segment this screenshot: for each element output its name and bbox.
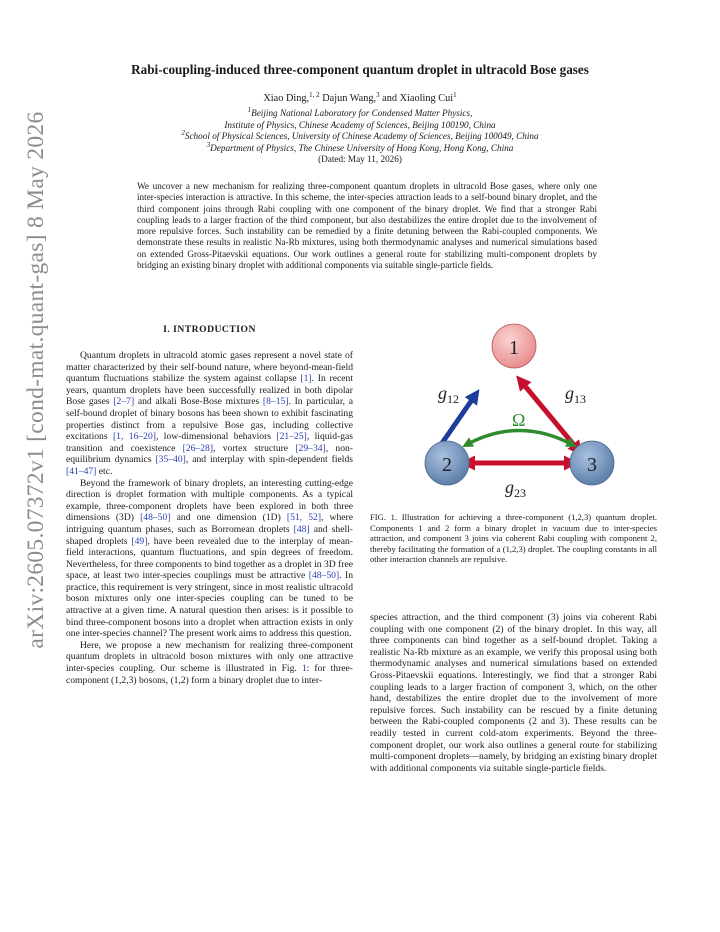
body-text: , non-equilibrium dynamics (66, 442, 353, 466)
affil-number: 2 (181, 129, 185, 137)
paper-title: Rabi-coupling-induced three-component quantum droplet in ultracold Bose gases (131, 62, 589, 77)
body-text: Here, we propose a new mechanism for realizing three-component quantum droplets in ultracold boson mixtures with only one attractive inter-species coupling. Our scheme is illustrated in Fig. (66, 639, 353, 675)
affiliations (0, 108, 720, 166)
arxiv-identifier: arXiv:2605.07372v1 [cond-mat.quant-gas] 8 May 2026 (23, 111, 49, 649)
citation-link[interactable]: [48–50] (140, 512, 171, 524)
affil-number: 3 (206, 140, 211, 149)
citation-link[interactable]: [1] (300, 373, 312, 385)
figure-link[interactable]: 1 (301, 663, 307, 675)
affil-text: Beijing National Laboratory for Condensed Matter Physics, (251, 108, 473, 118)
body-text: . In particular, a self-bound droplet of binary bosons has been shown to exhibit fascinating properties distinct from a repulsive Bose gas, including collective excitations (66, 396, 353, 443)
affiliation-3 (0, 140, 720, 155)
figure-1-diagram (408, 318, 628, 510)
three-component-diagram (408, 318, 628, 510)
author-affil-marker: 1, 2 (309, 91, 320, 99)
body-text: and shell-shaped droplets (66, 523, 354, 547)
body-text: . In recent years, quantum droplets have been successfully realized in both dipolar Bose gases (66, 373, 353, 408)
affiliation-1-cont: Institute of Physics, Chinese Academy of Sciences, Beijing 100190, China (224, 119, 496, 130)
affiliation-1 (0, 108, 720, 120)
citation-link[interactable]: [35–40] (155, 454, 186, 466)
citation-link[interactable]: [1, 16–20] (112, 431, 156, 443)
body-text: , vortex structure (213, 442, 296, 454)
body-text: . In practice, this requirement is very stringent, since in most realistic ultracold boson mixtures only one inter-species coupling can be tuned to be attractive at a given time. A natural question then arises: is it possible to bind three-component bosons into a droplet when attraction exists in only one inter-species channel? The present work aims to address this question. (66, 570, 353, 640)
citation-link[interactable]: [48–50] (308, 570, 340, 582)
intro-paragraph-2 (66, 478, 353, 640)
rabi-coupling-arrow (466, 431, 573, 446)
body-text: , low-dimensional behaviors (155, 431, 277, 443)
citation-link[interactable]: [29–34] (295, 442, 326, 454)
right-column (370, 612, 657, 774)
author-affil-marker: 1 (453, 91, 457, 99)
citation-link[interactable]: [51, 52] (286, 512, 322, 524)
node-2-label: 2 (442, 454, 452, 476)
citation-link[interactable]: [49] (131, 535, 148, 547)
intro-paragraph-1 (66, 350, 353, 478)
body-text: , and interplay with spin-dependent fields (185, 454, 353, 466)
affil-number: 1 (247, 106, 252, 114)
body-text: etc. (96, 465, 113, 477)
citation-link[interactable]: [2–7] (113, 396, 135, 408)
node-3-label: 3 (587, 454, 597, 476)
body-text: , liquid-gas transition and coexistence (66, 431, 354, 454)
author-dajun-wang: Dajun Wang, (319, 93, 377, 104)
author-list (0, 93, 720, 104)
author-xiao-ding: Xiao Ding, (263, 93, 310, 104)
citation-link[interactable]: [26–28] (182, 442, 214, 454)
citation-link[interactable]: [41–47] (66, 465, 97, 477)
affil-text: School of Physical Sciences, University of Chinese Academy of Sciences, Beijing 100049, China (184, 131, 539, 141)
citation-link[interactable]: [8–15] (262, 396, 289, 408)
g12-label: $g_{12}$ (438, 383, 459, 406)
citation-link[interactable]: [48] (293, 523, 310, 535)
dated-line: (Dated: May 11, 2026) (318, 154, 402, 164)
abstract: We uncover a new mechanism for realizing three-component quantum droplets in ultracold Bose gases, where only one inter-species interaction is attractive. In this scheme, the inter-species attraction leads to a self-bound binary droplet, and the third component joins through Rabi coupling with one component of the binary droplet. We find that a stronger Rabi coupling leads to a larger fraction of the third component, but also destabilizes the entire droplet due to the involvement of more repulsive forces. Such instability can be remedied by a finite detuning between the Rabi-coupled components. We demonstrate these results in realistic Na-Rb mixtures, using both thermodynamic analyses and numerical simulations based on extended Gross-Pitaevskii equations. Our work outlines a general route for stabilizing multi-component droplets by bridging an existing binary droplet with additional components via suitable single-particle fields. (137, 181, 597, 271)
intro-paragraph-3-continued: species attraction, and the third component (3) joins via coherent Rabi coupling with one component (2) of the binary droplet. In this way, all three components can bind together as a self-bound droplet. Taking a realistic Na-Rb mixture as an example, we verify this proposal using both thermodynamic analyses and numerical simulations based on extended Gross-Pitaevskii equations. Interestingly, we find that a stronger Rabi coupling leads to a larger fraction of component 3, which, on the other hand, destabilizes the entire droplet due to the involvement of more repulsive forces. Such instability can be rescued by a finite detuning between the Rabi-coupled components (2 and 3). These results can be readily tested in current cold-atom experiments. Beyond the three-component droplet, our work also outlines a general route for stabilizing multi-component droplets—namely, by bridging an existing binary droplet with additional components via suitable single-particle fields. (370, 612, 657, 774)
g13-label: $g_{13}$ (565, 383, 586, 406)
arxiv-sidebar (14, 100, 54, 660)
body-text: Beyond the framework of binary droplets, an interesting cutting-edge direction is droplet formation with multiple components. As a typical example, three-component droplets have been explored in both three dimensions (3D) (66, 477, 353, 524)
body-text: : for three-component (1,2,3) bosons, (1,2) form a binary droplet due to inter- (66, 663, 353, 686)
node-1-label: 1 (509, 337, 519, 359)
affil-text: Department of Physics, The Chinese University of Hong Kong, Hong Kong, China (210, 142, 514, 153)
g23-label: $g_{23}$ (505, 477, 526, 500)
author-affil-marker: 3 (376, 91, 380, 99)
body-text: and one dimension (1D) (170, 512, 287, 524)
author-xiaoling-cui: and Xiaoling Cui (379, 93, 454, 104)
section-heading-introduction: I. INTRODUCTION (163, 324, 256, 335)
left-column (66, 350, 353, 686)
body-text: and alkali Bose-Bose mixtures (134, 396, 263, 408)
intro-paragraph-3 (66, 640, 353, 686)
omega-label: Ω (512, 410, 526, 430)
body-text: , where intriguing quantum phases, such as Borromean droplets (66, 512, 353, 535)
figure-1-caption: FIG. 1. Illustration for achieving a three-component (1,2,3) quantum droplet. Components 1 and 2 form a binary droplet in vacuum due to inter-species attraction, and component 3 joins via coherent Rabi coupling with component 2, thereby facilitating the formation of a (1,2,3) droplet. The coupling constants in all other interaction channels are repulsive. (370, 512, 657, 564)
affiliation-2 (0, 131, 720, 143)
body-text: , have been revealed due to the interplay of mean-field interactions, quantum fluctuations, and spin degrees of freedom. Nevertheless, for three components to bind together as a droplet in 3D free space, at least two inter-species couplings must be attractive (66, 535, 353, 582)
body-text: Quantum droplets in ultracold atomic gases represent a novel state of matter characterized by their self-bound nature, where beyond-mean-field quantum fluctuations stabilize the system against collapse (66, 350, 353, 385)
citation-link[interactable]: [21–25] (276, 431, 307, 443)
